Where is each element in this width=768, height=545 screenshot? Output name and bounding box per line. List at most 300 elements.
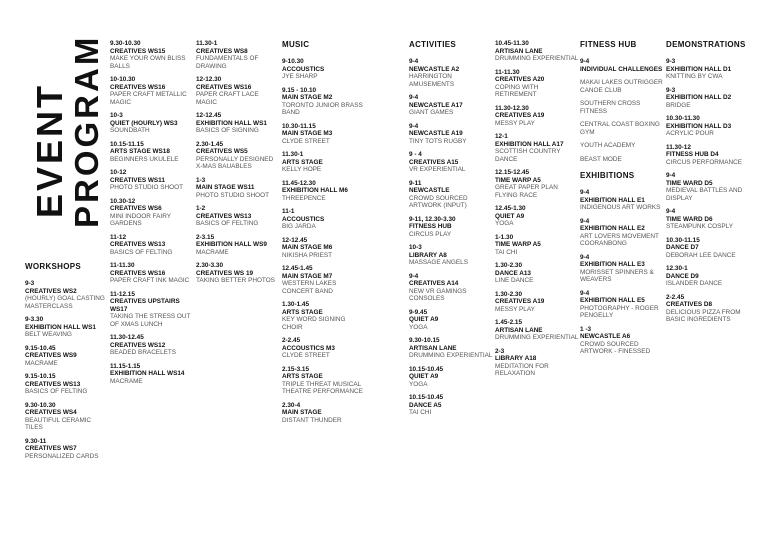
entry-location: EXHIBITION HALL WS9: [196, 241, 267, 248]
entry-description: DELICIOUS PIZZA FROM BASIC INGREDIENTS: [666, 308, 741, 323]
entry-description: TORONTO JUNIOR BRASS BAND: [282, 101, 363, 116]
entry-time: 11.45-12.30: [282, 179, 316, 187]
schedule-entry: [495, 40, 579, 63]
entry-description: FUNDAMENTALS OF DRAWING: [196, 55, 259, 70]
entry-location: CREATIVES A19: [495, 298, 545, 305]
entry-location: ARTS STAGE: [282, 158, 323, 166]
schedule-entry: [666, 294, 761, 324]
entry-time: 9-3: [666, 86, 676, 94]
entry-location: MAIN STAGE M3: [282, 130, 333, 137]
entry-description: DRUMMING EXPERIENTIAL: [495, 55, 579, 62]
entry-description: TRIPLE THREAT MUSICAL THEATRE PERFORMANCE: [282, 380, 363, 395]
schedule-entry: [580, 189, 664, 212]
entry-location: EXHIBITION HALL D2: [666, 94, 732, 101]
entry-description: JYE SHARP: [282, 73, 318, 80]
entry-location: CREATIVES WS15: [110, 47, 166, 55]
entry-description: SOUNDBATH: [110, 127, 150, 134]
entry-description: KEY WORD SIGNING CHOIR: [282, 316, 346, 331]
entry-description: THREEPENCE: [282, 194, 326, 202]
entry-time: 9-4: [409, 58, 419, 65]
entry-time: 10-3: [110, 112, 123, 119]
section-heading: ACTIVITIES: [409, 40, 457, 49]
schedule-entry: [666, 144, 761, 167]
entry-description: BRIDGE: [666, 101, 691, 109]
entry-location: ARTISAN LANE: [495, 326, 543, 334]
schedule-entry: [110, 141, 194, 164]
entry-location: EXHIBITION HALL A17: [495, 140, 564, 148]
entry-description: NEW VR GAMINGS CONSOLES: [409, 287, 467, 302]
entry-time: 11.30-12.45: [110, 334, 144, 341]
schedule-entry: [409, 337, 493, 360]
entry-description: BEAUTIFUL CERAMIC TILES: [25, 416, 92, 431]
entry-location: TIME WARD D6: [666, 215, 713, 223]
music-column: [282, 40, 366, 430]
entry-description: PERSONALLY DESIGNED X-MAS BAUABLES: [196, 155, 274, 170]
entry-location: NEWCASTLE A19: [409, 130, 463, 137]
entry-location: NEWCASTLE A6: [580, 333, 631, 340]
schedule-entry: [110, 291, 194, 329]
entry-time: 2-3: [495, 347, 505, 355]
entry-time: 10.30-11.15: [282, 122, 316, 130]
entry-time: 10.30-12: [110, 197, 136, 205]
entry-description: CROWD SOURCED ARTWORK - FINESSED: [580, 340, 651, 355]
entry-time: 11-12.15: [110, 290, 135, 298]
entry-location: EXHIBITION HALL E5: [580, 297, 645, 304]
entry-location: CREATIVES WS7: [25, 445, 77, 452]
entry-description: TAI CHI: [495, 248, 518, 256]
entry-description: BASICS OF FELTING: [110, 248, 173, 256]
schedule-entry: [25, 373, 105, 396]
section-heading-exhibitions: EXHIBITIONS: [580, 171, 635, 180]
entry-location: QUIET A9: [409, 373, 439, 380]
entry-time: 2-2.45: [282, 337, 301, 344]
schedule-entry: [282, 337, 366, 360]
entry-location: ARTISAN LANE: [409, 344, 457, 352]
entry-time: 9.15-10.45: [25, 344, 56, 352]
schedule-entry: [580, 218, 664, 248]
fitness-exhibitions-column: [580, 40, 664, 362]
entry-description: PERSONALIZED CARDS: [25, 452, 99, 460]
entry-time: 9-4: [580, 58, 590, 65]
schedule-entry: [110, 76, 194, 106]
schedule-entry: [409, 151, 493, 174]
entry-location: ARTS STAGE: [282, 308, 323, 316]
entry-time: 9-4: [409, 94, 419, 101]
entry-location: EXHIBITION HALL E3: [580, 261, 645, 268]
schedule-entry: [110, 40, 194, 70]
entry-time: 9-3.30: [25, 316, 44, 323]
entry-time: 1.30-1.45: [282, 301, 310, 308]
entry-location: TIME WARP A5: [495, 241, 541, 248]
entry-location: CREATIVES UPSTAIRS WS17: [110, 298, 180, 313]
schedule-entry: [666, 237, 761, 260]
entry-time: 9-4: [580, 289, 590, 297]
entry-description: MAKE YOUR OWN BLISS BALLS: [110, 55, 186, 70]
fitness-participant: MAKAI LAKES OUTRIGGER CANOE CLUB: [580, 79, 663, 94]
schedule-entry: [110, 169, 194, 192]
schedule-entry: [409, 58, 493, 88]
entry-location: QUIET A9: [409, 316, 439, 323]
section-heading-workshops: WORKSHOPS: [25, 262, 82, 271]
entry-location: CREATIVES WS2: [25, 287, 77, 295]
entry-description: PAPER CRAFT LACE MAGIC: [196, 91, 259, 106]
schedule-entry: [495, 234, 579, 257]
entry-description: PAPER CRAFT INK MAGIC: [110, 277, 190, 284]
entry-description: TAKING BETTER PHOTOS: [196, 277, 275, 284]
entry-location: CREATIVES A14: [409, 280, 459, 287]
schedule-entry: [25, 345, 105, 368]
entry-description: DISTANT THUNDER: [282, 416, 342, 424]
entry-description: CLYDE STREET: [282, 352, 330, 359]
entry-description: YOGA: [409, 323, 428, 331]
entry-time: 9-10.30: [282, 58, 304, 65]
entry-description: BELT WEAVING: [25, 331, 72, 338]
title-graphic: [20, 34, 105, 230]
workshops-column-3: [196, 40, 280, 291]
workshops-column: [25, 262, 105, 466]
entry-location: DANCE D7: [666, 244, 699, 251]
schedule-entry: [409, 394, 493, 417]
entry-description: DRUMMING EXPERIENTIAL: [495, 334, 579, 341]
schedule-entry: [580, 254, 664, 284]
entry-location: CREATIVES WS4: [25, 409, 77, 416]
entry-location: EXHIBITION HALL E1: [580, 196, 645, 204]
entry-description: LINE DANCE: [495, 277, 534, 284]
entry-time: 9 - 4: [409, 151, 422, 158]
schedule-entry: [196, 112, 280, 135]
entry-time: 9.15-10.15: [25, 373, 56, 380]
entry-description: MACRAME: [196, 248, 229, 256]
entry-location: CREATIVES A20: [495, 76, 545, 83]
entry-time: 2-2.45: [666, 293, 685, 301]
section-heading: MUSIC: [282, 40, 310, 49]
entry-description: GIANT GAMES: [409, 109, 454, 116]
entry-time: 11.15-1.15: [110, 362, 141, 370]
entry-time: 9.30-10.30: [110, 40, 141, 47]
entry-time: 12.45-1.45: [282, 265, 313, 272]
schedule-entry: [666, 265, 761, 288]
entry-time: 10.15-10.45: [409, 394, 444, 401]
entry-location: NEWCASTLE: [409, 187, 450, 194]
schedule-entry: [495, 105, 579, 128]
entry-description: DRUMMING EXPERIENTIAL: [409, 352, 493, 359]
schedule-entry: [495, 169, 579, 199]
entry-description: ART LOVERS MOVEMENT COORANBONG: [580, 232, 659, 247]
schedule-entry: [282, 237, 366, 260]
schedule-entry: [580, 290, 664, 320]
schedule-entry: [409, 273, 493, 303]
title-line-event: EVENT: [29, 82, 70, 218]
entry-time: 9-4: [666, 172, 676, 179]
entry-description: NIKISHA PRIEST: [282, 251, 333, 259]
entry-location: FITNESS HUB: [409, 223, 452, 230]
entry-description: PHOTO STUDIO SHOOT: [110, 184, 184, 191]
entry-location: CREATIVES WS11: [110, 176, 165, 184]
entry-time: 12.30-1: [666, 265, 688, 272]
schedule-entry: [495, 262, 579, 285]
activities-column-2: [495, 40, 579, 384]
schedule-entry: [110, 198, 194, 228]
entry-description: YOGA: [409, 380, 428, 388]
entry-time: 2.30-1.45: [196, 140, 224, 148]
workshops-column-2: [110, 40, 194, 391]
schedule-entry: [196, 40, 280, 70]
entry-time: 9-3: [666, 58, 676, 65]
entry-description: TAKING THE STRESS OUT OF XMAS LUNCH: [110, 313, 191, 328]
entry-description: MACRAME: [25, 359, 58, 367]
entry-time: 9-11, 12.30-3.30: [409, 215, 456, 223]
schedule-entry: [409, 180, 493, 210]
entry-time: 1-3: [196, 176, 206, 184]
entry-location: EXHIBITION HALL WS14: [110, 370, 185, 377]
entry-time: 9.30-11: [25, 437, 47, 445]
entry-time: 9-3: [25, 280, 35, 287]
entry-location: EXHIBITION HALL D1: [666, 65, 732, 73]
schedule-entry: [196, 76, 280, 106]
schedule-entry: [495, 69, 579, 99]
entry-location: NEWCASTLE A2: [409, 65, 460, 73]
schedule-entry: [196, 234, 280, 257]
entry-time: 9-11: [409, 179, 422, 187]
schedule-entry: [25, 280, 105, 310]
entry-location: CREATIVES WS 19: [196, 269, 254, 277]
entry-description: PHOTOGRAPHY - ROGER PENGELLY: [580, 304, 659, 319]
entry-location: ARTS STAGE: [282, 373, 323, 380]
entry-description: BASICS OF FELTING: [25, 388, 88, 395]
schedule-entry: [666, 208, 761, 231]
schedule-entry: [409, 216, 493, 239]
entry-location: NEWCASTLE A17: [409, 101, 463, 109]
entry-location: MAIN STAGE M7: [282, 272, 333, 280]
entry-location: ACCOUSTICS M3: [282, 344, 335, 352]
schedule-entry: [282, 208, 366, 231]
entry-location: CREATIVES WS13: [25, 380, 81, 388]
entry-description: YOGA: [495, 220, 514, 227]
schedule-entry: [196, 262, 280, 285]
entry-description: BASICS OF FELTING: [196, 220, 259, 227]
entry-description: COPING WITH RETIREMENT: [495, 83, 539, 98]
entry-time: 9-4: [409, 122, 419, 130]
entry-location: ARTISAN LANE: [495, 47, 543, 55]
entry-time: 9-4: [580, 253, 590, 261]
schedule-entry: [282, 366, 366, 396]
schedule-entry: [666, 58, 761, 81]
schedule-entry: [495, 348, 579, 378]
entry-time: 11.30-12: [666, 143, 691, 151]
entry-location: CREATIVES WS16: [110, 269, 166, 277]
entry-location: ACCOUSTICS: [282, 65, 325, 73]
schedule-entry: [282, 265, 366, 295]
schedule-entry: [25, 316, 105, 339]
schedule-entry: [110, 262, 194, 285]
fitness-participant: BEAST MODE: [580, 155, 622, 163]
entry-location: CREATIVES WS5: [196, 148, 248, 155]
entry-location: EXHIBITION HALL WS1: [196, 119, 267, 127]
entry-time: 10-10.30: [110, 76, 136, 83]
entry-description: MASSAGE ANGELS: [409, 259, 468, 266]
entry-time: 12.45-1.30: [495, 205, 526, 212]
schedule-entry: [580, 58, 664, 73]
entry-time: 10.30-11.15: [666, 236, 700, 244]
entry-description: TINY TOTS RUGBY: [409, 137, 467, 145]
schedule-entry: [666, 115, 761, 138]
entry-location: DANCE D9: [666, 272, 699, 280]
schedule-entry: [409, 94, 493, 117]
schedule-entry: [282, 151, 366, 174]
schedule-entry: [196, 205, 280, 228]
entry-location: CREATIVES WS8: [196, 47, 248, 55]
entry-description: MESSY PLAY: [495, 305, 535, 313]
schedule-entry: [282, 402, 366, 425]
entry-description: PHOTO STUDIO SHOOT: [196, 191, 270, 199]
entry-time: 1 -3: [580, 325, 592, 333]
entry-location: CREATIVES A19: [495, 112, 545, 119]
entry-time: 10-3: [409, 244, 422, 251]
entry-description: KNITTING BY CWA: [666, 73, 723, 80]
schedule-entry: [495, 291, 579, 314]
activities-column: [409, 40, 493, 423]
entry-description: STEAMPUNK COSPLY: [666, 223, 733, 230]
entry-time: 11-11.30: [495, 68, 520, 76]
schedule-entry: [409, 244, 493, 267]
entry-time: 9.30-10.30: [25, 401, 56, 409]
entry-location: CREATIVES WS12: [110, 341, 166, 349]
entry-time: 11.30-1: [196, 40, 218, 47]
entry-description: VR EXPERIENTIAL: [409, 166, 466, 173]
entry-description: KELLY HOPE: [282, 166, 322, 173]
entry-time: 9-4: [409, 272, 419, 280]
entry-location: EXHIBITION HALL M6: [282, 187, 348, 194]
entry-time: 9-4: [666, 208, 676, 215]
entry-description: ACRYLIC POUR: [666, 130, 714, 137]
entry-time: 9.30-10.15: [409, 337, 440, 344]
schedule-entry: [495, 205, 579, 228]
entry-location: DANCE A13: [495, 269, 531, 277]
entry-time: 12.15-12.45: [495, 169, 530, 176]
schedule-entry: [580, 326, 664, 356]
entry-time: 1.30-2.30: [495, 262, 523, 269]
demonstrations-column: [666, 40, 761, 330]
entry-description: BASICS OF SIGNING: [196, 127, 259, 134]
entry-time: 12-1: [495, 133, 508, 140]
entry-description: CROWD SOURCED ARTWORK (INPUT): [409, 194, 468, 209]
entry-location: MAIN STAGE: [282, 409, 322, 416]
entry-description: CIRCUS PLAY: [409, 230, 452, 238]
entry-time: 2.30-3.30: [196, 262, 224, 269]
entry-description: PAPER CRAFT METALLIC MAGIC: [110, 91, 187, 106]
entry-location: TIME WARP A5: [495, 176, 541, 184]
entry-time: 11-1: [282, 208, 295, 215]
schedule-entry: [110, 363, 194, 386]
entry-time: 1.30-2.30: [495, 290, 523, 298]
entry-location: MAIN STAGE M6: [282, 244, 333, 251]
schedule-entry: [409, 366, 493, 389]
entry-time: 12-12.30: [196, 76, 222, 83]
entry-location: DANCE A5: [409, 401, 442, 409]
section-heading: DEMONSTRATIONS: [666, 40, 746, 49]
entry-location: CREATIVES WS13: [196, 212, 252, 220]
entry-description: MACRAME: [110, 377, 143, 385]
schedule-entry: [495, 319, 579, 342]
fitness-participant: SOUTHERN CROSS FITNESS: [580, 100, 641, 115]
entry-time: 9-4: [580, 189, 590, 196]
entry-time: 9-9.45: [409, 308, 428, 316]
entry-location: QUIET A9: [495, 212, 525, 220]
entry-location: MAIN STAGE M2: [282, 94, 333, 101]
entry-location: EXHIBITION HALL E2: [580, 225, 645, 232]
entry-time: 11.30-1: [282, 151, 304, 158]
entry-time: 1-2: [196, 205, 206, 212]
title-line-program: PROGRAM: [68, 34, 105, 228]
entry-location: CREATIVES WS9: [25, 352, 77, 359]
entry-time: 12-12.45: [196, 112, 222, 119]
entry-time: 10.45-11.30: [495, 40, 529, 47]
entry-description: HARRINGTON AMUSEMENTS: [409, 73, 455, 88]
entry-description: WESTERN LAKES CONCERT BAND: [282, 280, 337, 295]
entry-description: CIRCUS PERFORMANCE: [666, 158, 742, 166]
fitness-participant: CENTRAL COAST BOXING GYM: [580, 121, 660, 136]
entry-description: BEADED BRACELETS: [110, 349, 177, 356]
entry-location: EXHIBITION HALL WS1: [25, 323, 96, 331]
event-program-title: [20, 34, 105, 230]
entry-description: CLYDE STREET: [282, 137, 330, 145]
schedule-entry: [282, 180, 366, 203]
schedule-entry: [282, 58, 366, 81]
entry-location: FITNESS HUB D4: [666, 151, 719, 158]
entry-description: MEDITATION FOR RELAXATION: [495, 362, 549, 377]
schedule-entry: [495, 133, 579, 163]
entry-description: MEDIEVAL BATTLES AND DISPLAY: [666, 187, 743, 202]
entry-location: QUIET (HOURLY) WS3: [110, 119, 178, 127]
entry-description: SCOTTISH COUNTRY DANCE: [495, 148, 561, 163]
schedule-entry: [666, 87, 761, 110]
entry-time: 2-3.15: [196, 233, 215, 241]
schedule-entry: [110, 334, 194, 357]
entry-location: EXHIBITION HALL D3: [666, 122, 732, 130]
entry-location: TIME WARD D5: [666, 179, 713, 187]
entry-location: CREATIVES WS16: [110, 83, 166, 91]
entry-description: BEGINNERS UKULELE: [110, 155, 179, 163]
schedule-entry: [196, 141, 280, 171]
entry-location: CREATIVES A15: [409, 158, 459, 166]
schedule-entry: [110, 112, 194, 135]
entry-location: CREATIVES D8: [666, 301, 713, 308]
entry-description: ISLANDER DANCE: [666, 280, 723, 287]
entry-time: 12-12.45: [282, 236, 308, 244]
schedule-entry: [196, 177, 280, 200]
entry-time: 10.30-11.30: [666, 115, 700, 122]
entry-location: CREATIVES WS16: [196, 83, 252, 91]
entry-time: 11-12: [110, 233, 126, 241]
entry-location: CREATIVES WS6: [110, 205, 162, 212]
entry-time: 9.15 - 10.10: [282, 86, 317, 94]
schedule-entry: [409, 123, 493, 146]
entry-description: INDIGENOUS ART WORKS: [580, 204, 661, 211]
entry-location: ACCOUSTICS: [282, 215, 325, 223]
entry-time: 11.30-12.30: [495, 104, 529, 112]
entry-description: DEBORAH LEE DANCE: [666, 251, 736, 259]
entry-time: 1-1.30: [495, 233, 514, 241]
entry-location: MAIN STAGE WS11: [196, 184, 255, 191]
entry-time: 10.15-11.15: [110, 140, 144, 148]
entry-time: 1.45-2.15: [495, 319, 523, 326]
schedule-entry: [282, 87, 366, 117]
entry-time: 10-12: [110, 169, 127, 176]
entry-location: ARTS STAGE WS18: [110, 148, 170, 155]
schedule-entry: [282, 301, 366, 331]
entry-time: 9-4: [580, 217, 590, 225]
entry-description: MORISSET SPINNERS & WEAVERS: [580, 268, 654, 283]
